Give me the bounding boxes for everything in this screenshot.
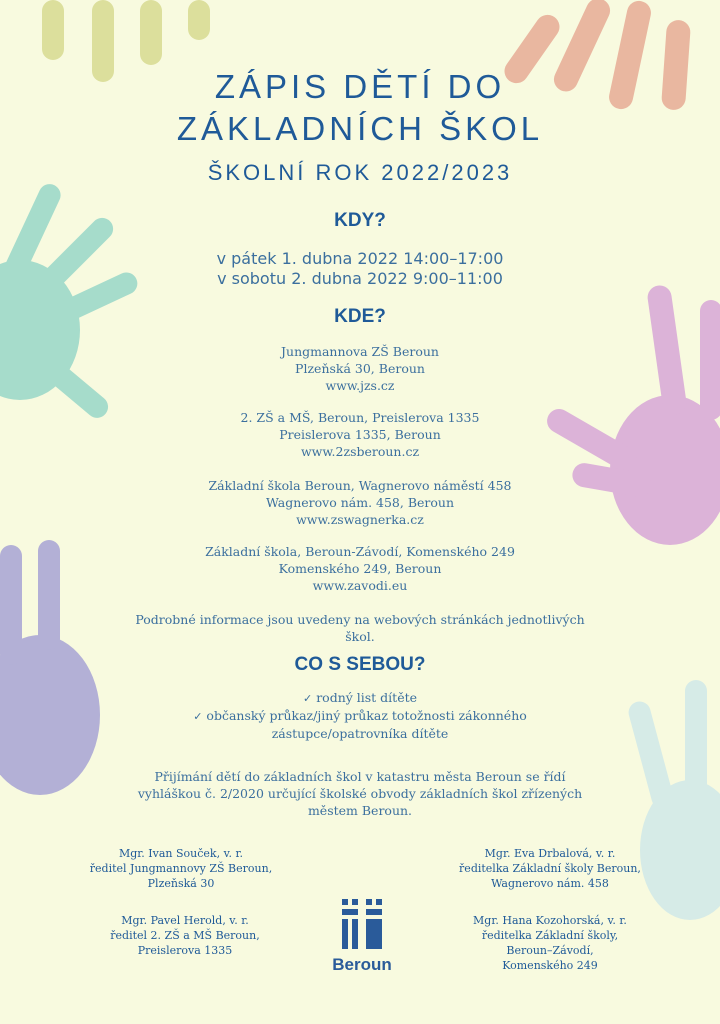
signature-role: ředitelka Základní školy, — [481, 929, 619, 942]
when-dates — [0, 249, 720, 289]
school-address: Preislerova 1335, Beroun — [279, 427, 441, 442]
school-web-link[interactable]: www.zswagnerka.cz — [296, 512, 424, 527]
signature-block — [430, 846, 670, 891]
logo-text: Beroun — [332, 955, 392, 974]
school-address: Plzeňská 30, Beroun — [295, 361, 425, 376]
info-line-1: Podrobné informace jsou uvedeny na webových stránkách jednotlivých — [135, 612, 585, 627]
signature-address: Beroun–Závodí, — [506, 944, 594, 957]
check-icon: ✓ — [193, 710, 203, 723]
signature-block — [430, 913, 670, 973]
school-name: Základní škola, Beroun-Závodí, Komenského 249 — [205, 544, 515, 559]
checklist-item-text: rodný list dítěte — [316, 690, 418, 705]
school-entry — [0, 409, 720, 460]
when-line-1: v pátek 1. dubna 2022 14:00–17:00 — [216, 249, 504, 268]
rules-note — [110, 768, 610, 819]
checklist-item — [170, 689, 550, 707]
checklist-item-continuation: zástupce/opatrovníka dítěte — [271, 726, 449, 741]
signature-role: ředitel 2. ZŠ a MŠ Beroun, — [110, 929, 260, 942]
title-line-1: ZÁPIS DĚTÍ DO — [214, 68, 506, 105]
signature-name: Mgr. Pavel Herold, v. r. — [121, 914, 249, 927]
school-year-subtitle: ŠKOLNÍ ROK 2022/2023 — [207, 160, 513, 185]
info-note — [118, 611, 602, 645]
signature-address: Preislerova 1335 — [137, 944, 233, 957]
signature-name: Mgr. Ivan Souček, v. r. — [118, 847, 244, 860]
signature-name: Mgr. Hana Kozohorská, v. r. — [473, 914, 627, 927]
checklist-item — [170, 707, 550, 725]
signature-block — [70, 913, 300, 958]
signature-block — [56, 846, 306, 891]
signature-address-2: Komenského 249 — [502, 959, 598, 972]
signature-role: ředitel Jungmannovy ZŠ Beroun, — [89, 862, 273, 875]
signature-name: Mgr. Eva Drbalová, v. r. — [484, 847, 616, 860]
school-name: 2. ZŠ a MŠ, Beroun, Preislerova 1335 — [240, 410, 480, 425]
when-heading: KDY? — [334, 210, 386, 231]
page-title — [0, 66, 720, 150]
school-address: Komenského 249, Beroun — [278, 561, 442, 576]
rules-line-3: městem Beroun. — [307, 803, 413, 818]
school-web-link[interactable]: www.jzs.cz — [325, 378, 395, 393]
beroun-logo — [328, 895, 396, 979]
bring-checklist — [170, 689, 550, 742]
rules-line-1: Přijímání dětí do základních škol v katastru města Beroun se řídí — [154, 769, 566, 784]
signature-role: ředitelka Základní školy Beroun, — [459, 862, 641, 875]
signature-address: Plzeňská 30 — [147, 877, 215, 890]
title-line-2: ZÁKLADNÍCH ŠKOL — [176, 110, 544, 147]
school-name: Jungmannova ZŠ Beroun — [281, 344, 439, 359]
school-entry — [0, 477, 720, 528]
school-name: Základní škola Beroun, Wagnerovo náměstí 458 — [208, 478, 512, 493]
signature-address: Wagnerovo nám. 458 — [491, 877, 609, 890]
beroun-emblem-icon — [328, 895, 396, 953]
info-line-2: škol. — [345, 629, 375, 644]
school-web-link[interactable]: www.zavodi.eu — [312, 578, 408, 593]
school-entry — [0, 543, 720, 594]
when-line-2: v sobotu 2. dubna 2022 9:00–11:00 — [217, 269, 503, 288]
school-entry — [0, 343, 720, 394]
check-icon: ✓ — [302, 692, 313, 705]
rules-line-2: vyhláškou č. 2/2020 určující školské obvody základních škol zřízených — [137, 786, 583, 801]
where-heading: KDE? — [334, 306, 386, 327]
school-address: Wagnerovo nám. 458, Beroun — [265, 495, 455, 510]
bring-heading: CO S SEBOU? — [294, 654, 426, 675]
school-web-link[interactable]: www.2zsberoun.cz — [300, 444, 420, 459]
checklist-item-text: občanský průkaz/jiný průkaz totožnosti zákonného — [206, 708, 527, 723]
